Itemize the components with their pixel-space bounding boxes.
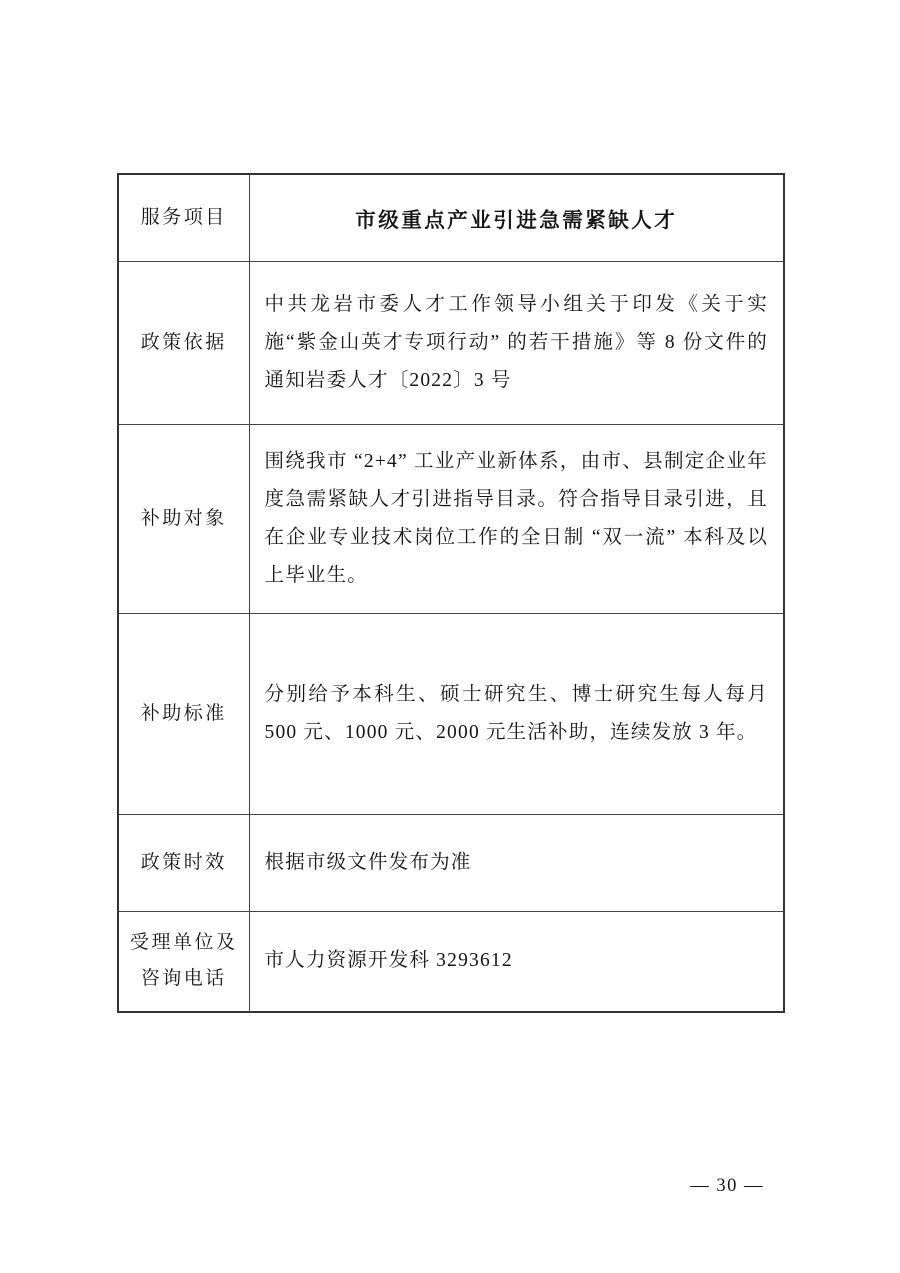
subsidy-standard-content: 分别给予本科生、硕士研究生、博士研究生每人每月 500 元、1000 元、2000 元生活补助，连续发放 3 年。	[249, 613, 784, 814]
accepting-unit-content: 市人力资源开发科 3293612	[249, 911, 784, 1012]
row-label-policy-validity: 政策时效	[118, 814, 249, 911]
policy-table	[117, 173, 785, 1013]
table-row-subsidy-target	[118, 424, 784, 613]
row-label-subsidy-standard: 补助标准	[118, 613, 249, 814]
table-row-accepting-unit	[118, 911, 784, 1012]
policy-validity-content: 根据市级文件发布为准	[249, 814, 784, 911]
row-label-policy-basis: 政策依据	[118, 261, 249, 424]
table-row-policy-validity	[118, 814, 784, 911]
page-number: — 30 —	[690, 1176, 764, 1196]
table-row-subsidy-standard	[118, 613, 784, 814]
subsidy-target-content: 围绕我市 “2+4” 工业产业新体系，由市、县制定企业年度急需紧缺人才引进指导目录。符合指导目录引进，且在企业专业技术岗位工作的全日制 “双一流” 本科及以上毕业生。	[249, 424, 784, 613]
table-row-policy-basis	[118, 261, 784, 424]
row-label-subsidy-target: 补助对象	[118, 424, 249, 613]
row-label-accepting-unit: 受理单位及咨询电话	[118, 911, 249, 1012]
table-row-service-item	[118, 174, 784, 261]
service-item-title: 市级重点产业引进急需紧缺人才	[249, 174, 784, 261]
policy-basis-content: 中共龙岩市委人才工作领导小组关于印发《关于实施“紫金山英才专项行动” 的若干措施》等 8 份文件的通知岩委人才〔2022〕3 号	[249, 261, 784, 424]
row-label-service-item: 服务项目	[118, 174, 249, 261]
